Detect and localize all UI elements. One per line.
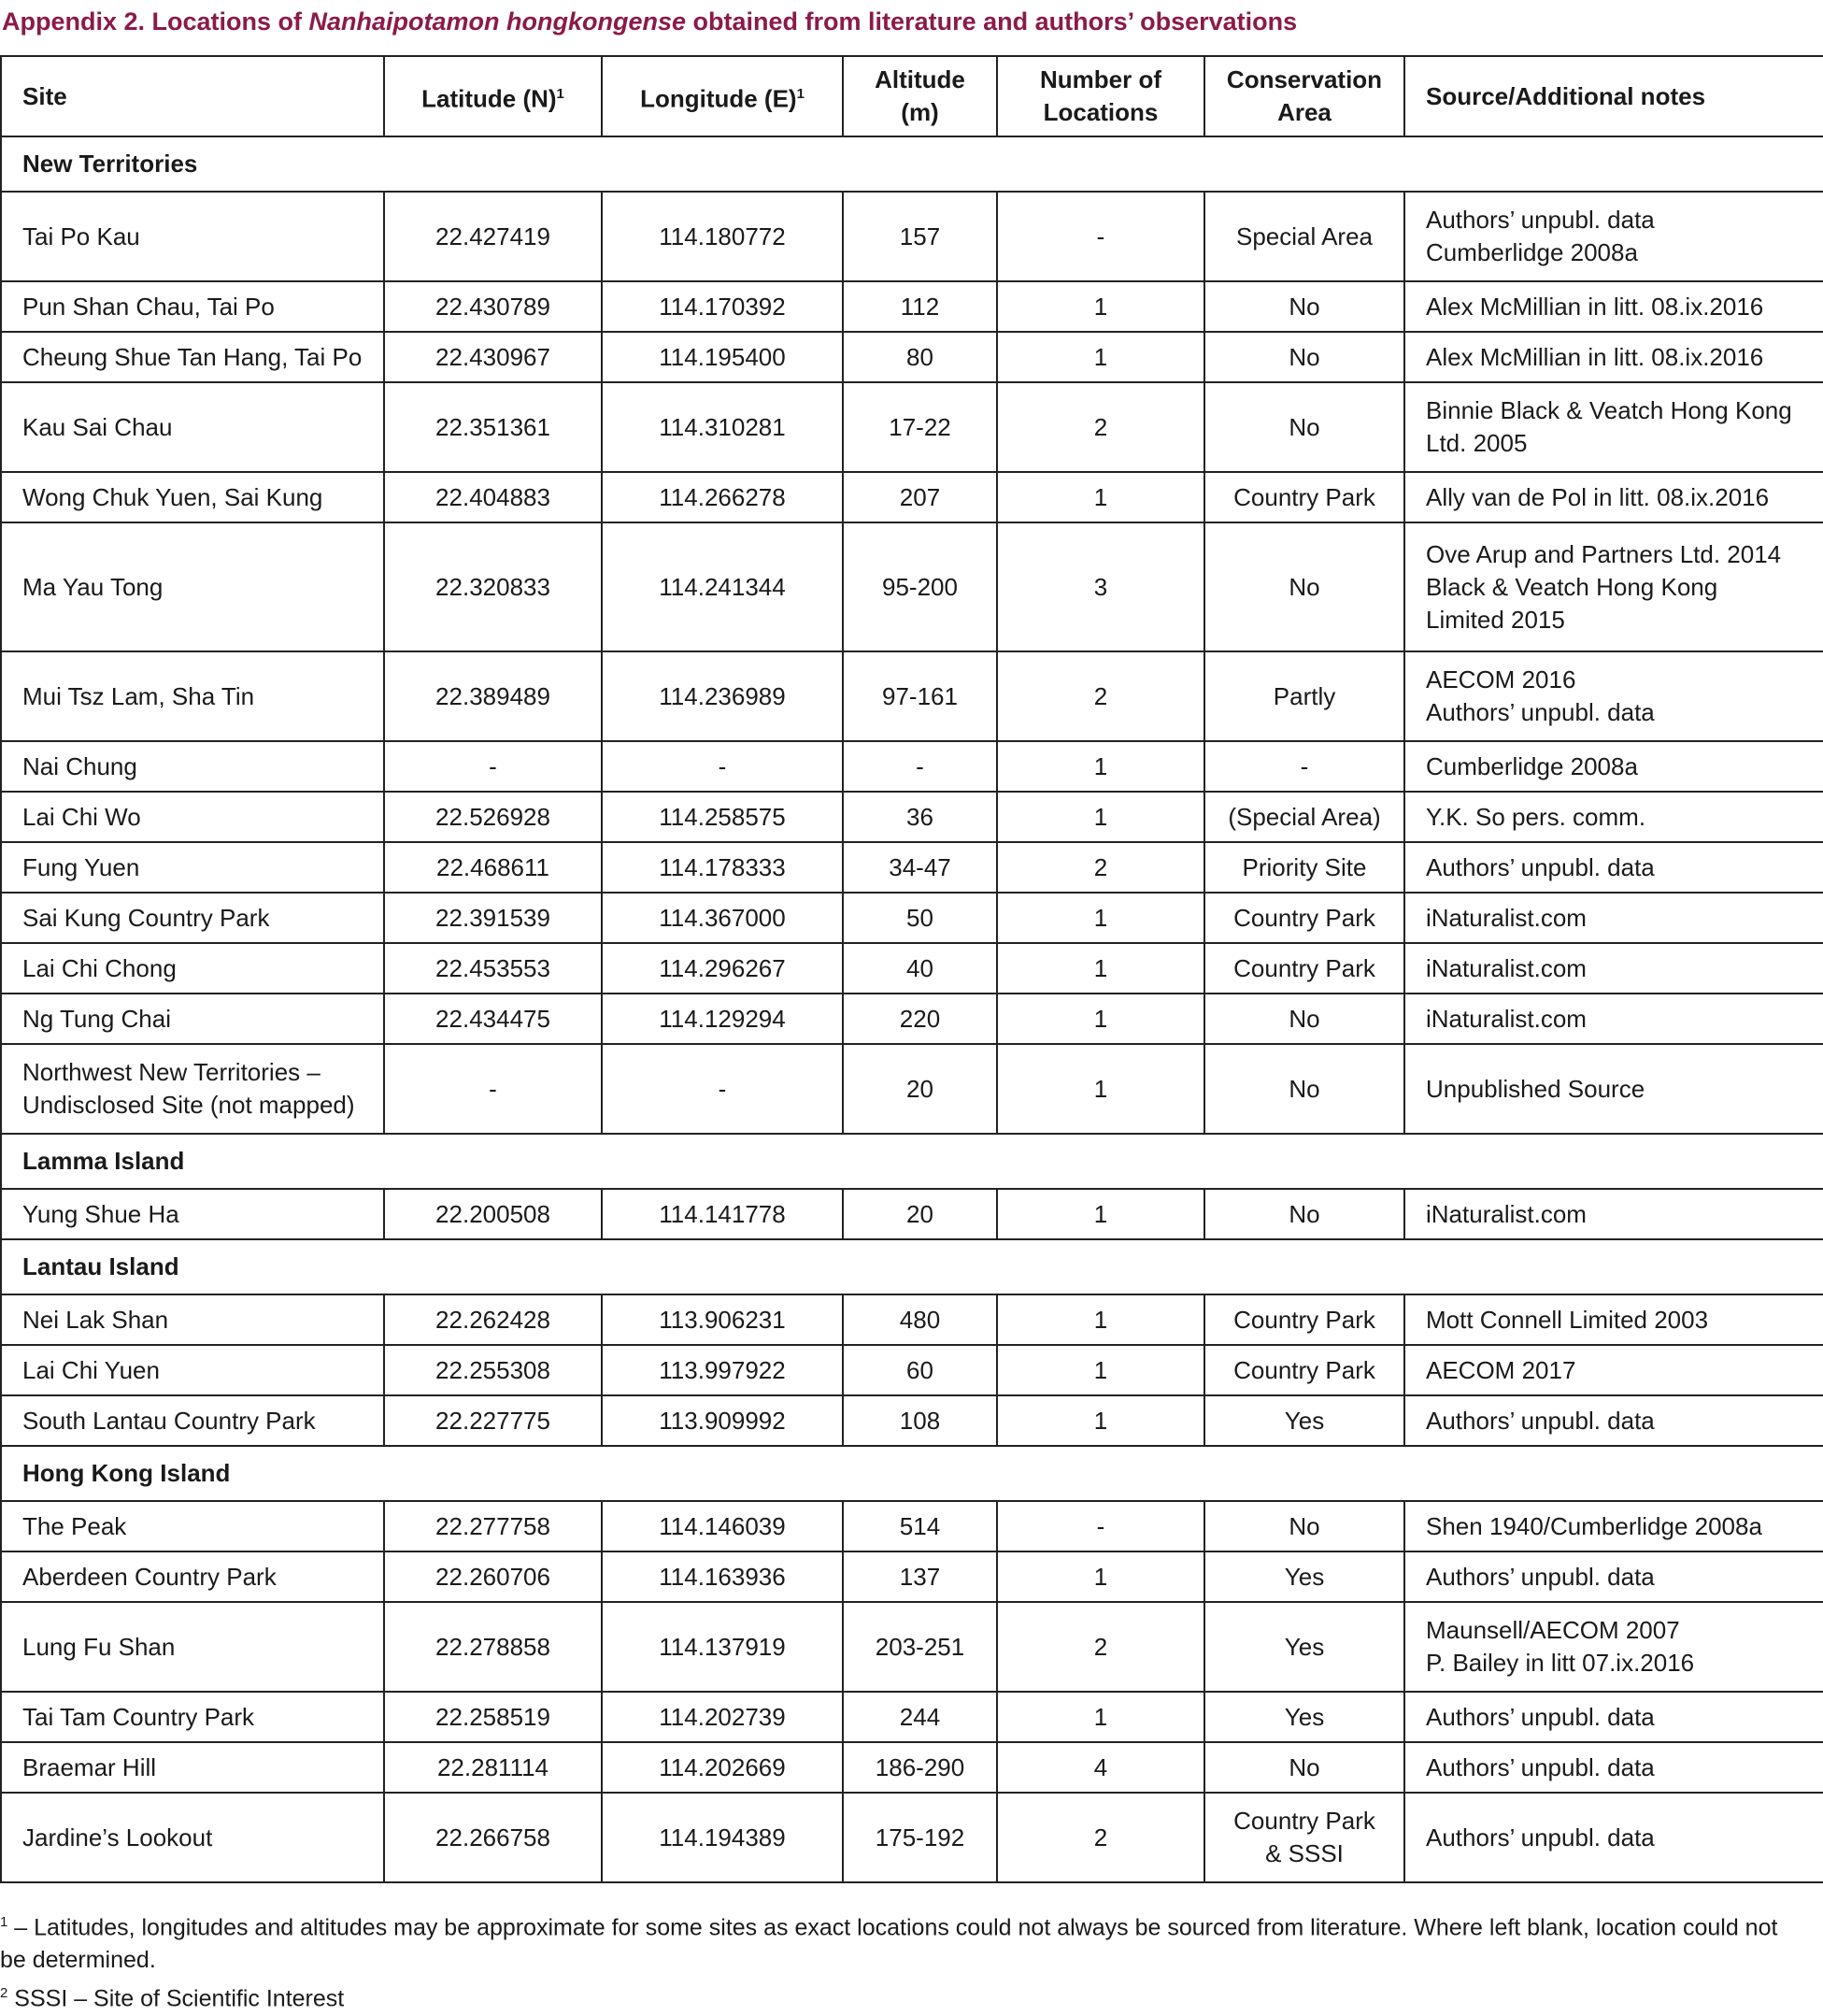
conservation-area-cell: Priority Site	[1204, 842, 1404, 893]
site-cell: Yung Shue Ha	[1, 1189, 384, 1239]
source-cell	[1404, 1602, 1823, 1692]
source-cell	[1404, 472, 1823, 522]
source-line: Shen 1940/Cumberlidge 2008a	[1426, 1511, 1762, 1540]
number-of-locations-cell: 1	[997, 472, 1204, 522]
source-line: Ove Arup and Partners Ltd. 2014	[1426, 539, 1782, 568]
site-cell: Ma Yau Tong	[1, 522, 384, 651]
site-cell: Nei Lak Shan	[1, 1294, 384, 1345]
table-row	[1, 522, 1823, 651]
header-longitude: Longitude $(E)^1$	[602, 56, 843, 136]
source-cell	[1404, 893, 1823, 943]
source-line: Ally van de Pol in litt. 08.ix.2016	[1426, 482, 1770, 511]
longitude-cell: 114.195400	[602, 332, 843, 382]
latitude-cell: 22.266758	[384, 1793, 602, 1882]
altitude-cell: 175-192	[843, 1793, 997, 1882]
conservation-area-cell: Yes	[1204, 1692, 1404, 1742]
table-row	[1, 994, 1823, 1044]
conservation-area-cell: Country Park & SSSI	[1204, 1793, 1404, 1882]
latitude-cell: 22.434475	[384, 994, 602, 1044]
conservation-area-cell: No	[1204, 522, 1404, 651]
altitude-cell: 20	[843, 1044, 997, 1134]
longitude-cell: 114.137919	[602, 1602, 843, 1692]
longitude-cell: 114.194389	[602, 1793, 843, 1882]
altitude-cell: 480	[843, 1294, 997, 1345]
number-of-locations-cell: 1	[997, 741, 1204, 792]
latitude-cell: 22.468611	[384, 842, 602, 893]
number-of-locations-cell: 1	[997, 792, 1204, 842]
site-cell: Lung Fu Shan	[1, 1602, 384, 1692]
site-cell: Tai Tam Country Park	[1, 1692, 384, 1742]
site-cell: Lai Chi Yuen	[1, 1345, 384, 1395]
number-of-locations-cell: 2	[997, 1602, 1204, 1692]
source-cell	[1404, 1294, 1823, 1345]
longitude-cell: 114.367000	[602, 893, 843, 943]
latitude-cell: 22.278858	[384, 1602, 602, 1692]
source-line: P. Bailey in litt 07.ix.2016	[1426, 1649, 1695, 1677]
longitude-cell: 114.178333	[602, 842, 843, 893]
region-row	[1, 1239, 1823, 1294]
number-of-locations-cell: 1	[997, 1692, 1204, 1742]
source-cell	[1404, 651, 1823, 741]
source-line: Mott Connell Limited 2003	[1426, 1305, 1709, 1334]
source-line: AECOM 2017	[1426, 1355, 1576, 1384]
number-of-locations-cell: 2	[997, 1793, 1204, 1882]
conservation-area-cell: Country Park	[1204, 893, 1404, 943]
source-cell	[1404, 1692, 1823, 1742]
header-altitude: Altitude (m)	[843, 56, 997, 136]
conservation-area-cell: Yes	[1204, 1395, 1404, 1446]
longitude-cell: -	[602, 741, 843, 792]
title-suffix: obtained from literature and authors’ observations	[686, 7, 1298, 36]
source-cell	[1404, 994, 1823, 1044]
altitude-cell: 17-22	[843, 382, 997, 472]
region-name: Hong Kong Island	[1, 1446, 1823, 1501]
source-line: Authors’ unpubl. data	[1426, 1406, 1655, 1435]
header-source: Source/Additional notes	[1404, 56, 1823, 136]
longitude-cell: 114.129294	[602, 994, 843, 1044]
table-row	[1, 192, 1823, 281]
site-cell: Wong Chuk Yuen, Sai Kung	[1, 472, 384, 522]
longitude-cell: 114.163936	[602, 1551, 843, 1602]
source-cell	[1404, 741, 1823, 792]
latitude-cell: 22.391539	[384, 893, 602, 943]
latitude-cell: 22.258519	[384, 1692, 602, 1742]
latitude-cell: 22.260706	[384, 1551, 602, 1602]
latitude-cell: 22.526928	[384, 792, 602, 842]
altitude-cell: 207	[843, 472, 997, 522]
conservation-area-cell: No	[1204, 332, 1404, 382]
table-row	[1, 792, 1823, 842]
altitude-cell: 97-161	[843, 651, 997, 741]
altitude-cell: 108	[843, 1395, 997, 1446]
altitude-cell: -	[843, 741, 997, 792]
longitude-cell: -	[602, 1044, 843, 1134]
conservation-area-cell: -	[1204, 741, 1404, 792]
source-cell	[1404, 522, 1823, 651]
source-line: Authors’ unpubl. data	[1426, 206, 1655, 234]
number-of-locations-cell: 1	[997, 332, 1204, 382]
site-cell: Jardine’s Lookout	[1, 1793, 384, 1882]
conservation-area-cell: Special Area	[1204, 192, 1404, 281]
conservation-area-cell: Country Park	[1204, 1294, 1404, 1345]
site-cell: Braemar Hill	[1, 1742, 384, 1793]
longitude-cell: 113.909992	[602, 1395, 843, 1446]
table-row	[1, 893, 1823, 943]
longitude-cell: 113.906231	[602, 1294, 843, 1345]
longitude-cell: 114.146039	[602, 1501, 843, 1551]
number-of-locations-cell: 1	[997, 1294, 1204, 1345]
altitude-cell: 50	[843, 893, 997, 943]
longitude-cell: 114.296267	[602, 943, 843, 994]
number-of-locations-cell: 1	[997, 281, 1204, 332]
source-cell	[1404, 192, 1823, 281]
source-line: Binnie Black & Veatch Hong Kong Ltd. 2005	[1426, 396, 1792, 457]
region-row	[1, 1446, 1823, 1501]
longitude-cell: 114.202669	[602, 1742, 843, 1793]
appendix-title	[2, 7, 1297, 36]
source-cell	[1404, 1044, 1823, 1134]
site-cell: Cheung Shue Tan Hang, Tai Po	[1, 332, 384, 382]
altitude-cell: 220	[843, 994, 997, 1044]
latitude-cell: -	[384, 741, 602, 792]
longitude-cell: 114.170392	[602, 281, 843, 332]
number-of-locations-cell: 1	[997, 994, 1204, 1044]
table-row	[1, 943, 1823, 994]
region-row	[1, 1134, 1823, 1189]
number-of-locations-cell: 2	[997, 382, 1204, 472]
number-of-locations-cell: 1	[997, 1551, 1204, 1602]
table-row	[1, 1044, 1823, 1134]
table-row	[1, 382, 1823, 472]
latitude-cell: 22.453553	[384, 943, 602, 994]
number-of-locations-cell: 1	[997, 893, 1204, 943]
conservation-area-cell: Yes	[1204, 1602, 1404, 1692]
footnotes	[0, 1906, 1794, 2016]
altitude-cell: 137	[843, 1551, 997, 1602]
latitude-cell: 22.430967	[384, 332, 602, 382]
table-row	[1, 1501, 1823, 1551]
source-line: Y.K. So pers. comm.	[1426, 802, 1646, 831]
conservation-area-cell: Country Park	[1204, 472, 1404, 522]
conservation-area-cell: No	[1204, 1742, 1404, 1793]
number-of-locations-cell: 4	[997, 1742, 1204, 1793]
altitude-cell: 244	[843, 1692, 997, 1742]
latitude-cell: 22.389489	[384, 651, 602, 741]
conservation-area-cell: Yes	[1204, 1551, 1404, 1602]
site-cell: Tai Po Kau	[1, 192, 384, 281]
source-cell	[1404, 1742, 1823, 1793]
footnote-2: $^2$ SSSI – Site of Scientific Interest	[0, 1985, 345, 2012]
longitude-cell: 114.241344	[602, 522, 843, 651]
latitude-cell: -	[384, 1044, 602, 1134]
site-cell: Sai Kung Country Park	[1, 893, 384, 943]
conservation-area-cell: Country Park	[1204, 943, 1404, 994]
region-name: Lamma Island	[1, 1134, 1823, 1189]
title-prefix: Appendix 2. Locations of	[2, 7, 309, 36]
latitude-cell: 22.262428	[384, 1294, 602, 1345]
region-name: Lantau Island	[1, 1239, 1823, 1294]
table-row	[1, 1793, 1823, 1882]
site-cell: Pun Shan Chau, Tai Po	[1, 281, 384, 332]
source-line: Authors’ unpubl. data	[1426, 698, 1655, 726]
number-of-locations-cell: 1	[997, 1345, 1204, 1395]
locations-table	[0, 55, 1823, 1883]
source-line: Authors’ unpubl. data	[1426, 1752, 1655, 1781]
site-cell: Northwest New Territories – Undisclosed Site (not mapped)	[1, 1044, 384, 1134]
number-of-locations-cell: -	[997, 192, 1204, 281]
source-cell	[1404, 1189, 1823, 1239]
site-cell: Ng Tung Chai	[1, 994, 384, 1044]
altitude-cell: 80	[843, 332, 997, 382]
source-line: iNaturalist.com	[1426, 1004, 1587, 1033]
conservation-area-cell: No	[1204, 1501, 1404, 1551]
conservation-area-cell: No	[1204, 1189, 1404, 1239]
altitude-cell: 203-251	[843, 1602, 997, 1692]
source-line: Cumberlidge 2008a	[1426, 751, 1638, 780]
longitude-cell: 114.266278	[602, 472, 843, 522]
number-of-locations-cell: 1	[997, 1395, 1204, 1446]
source-cell	[1404, 1345, 1823, 1395]
table-row	[1, 332, 1823, 382]
site-cell: South Lantau Country Park	[1, 1395, 384, 1446]
longitude-cell: 114.180772	[602, 192, 843, 281]
header-conservation-area: Conservation Area	[1204, 56, 1404, 136]
latitude-cell: 22.430789	[384, 281, 602, 332]
latitude-cell: 22.200508	[384, 1189, 602, 1239]
longitude-cell: 114.141778	[602, 1189, 843, 1239]
source-line: iNaturalist.com	[1426, 903, 1587, 932]
conservation-area-cell: Country Park	[1204, 1345, 1404, 1395]
altitude-cell: 514	[843, 1501, 997, 1551]
site-cell: Mui Tsz Lam, Sha Tin	[1, 651, 384, 741]
number-of-locations-cell: 2	[997, 651, 1204, 741]
longitude-cell: 113.997922	[602, 1345, 843, 1395]
source-line: Black & Veatch Hong Kong Limited 2015	[1426, 572, 1718, 634]
conservation-area-cell: No	[1204, 1044, 1404, 1134]
site-cell: Aberdeen Country Park	[1, 1551, 384, 1602]
altitude-cell: 112	[843, 281, 997, 332]
altitude-cell: 95-200	[843, 522, 997, 651]
source-cell	[1404, 1501, 1823, 1551]
altitude-cell: 34-47	[843, 842, 997, 893]
table-row	[1, 472, 1823, 522]
latitude-cell: 22.404883	[384, 472, 602, 522]
latitude-cell: 22.277758	[384, 1501, 602, 1551]
number-of-locations-cell: 1	[997, 1189, 1204, 1239]
table-row	[1, 1692, 1823, 1742]
altitude-cell: 60	[843, 1345, 997, 1395]
latitude-cell: 22.320833	[384, 522, 602, 651]
source-line: Cumberlidge 2008a	[1426, 238, 1638, 266]
altitude-cell: 20	[843, 1189, 997, 1239]
number-of-locations-cell: 3	[997, 522, 1204, 651]
source-line: iNaturalist.com	[1426, 953, 1587, 982]
latitude-cell: 22.427419	[384, 192, 602, 281]
table-row	[1, 281, 1823, 332]
source-cell	[1404, 382, 1823, 472]
title-species: Nanhaipotamon hongkongense	[308, 7, 687, 36]
site-cell: Nai Chung	[1, 741, 384, 792]
source-line: Alex McMillian in litt. 08.ix.2016	[1426, 292, 1764, 321]
table-row	[1, 651, 1823, 741]
table-row	[1, 1395, 1823, 1446]
source-line: Authors’ unpubl. data	[1426, 1562, 1655, 1591]
source-cell	[1404, 281, 1823, 332]
footnote-mark: 1	[556, 85, 564, 102]
table-row	[1, 842, 1823, 893]
table-row	[1, 1294, 1823, 1345]
source-cell	[1404, 1793, 1823, 1882]
table-row	[1, 1189, 1823, 1239]
header-number-of-locations: Number of Locations	[997, 56, 1204, 136]
site-cell: Kau Sai Chau	[1, 382, 384, 472]
number-of-locations-cell: 1	[997, 1044, 1204, 1134]
altitude-cell: 186-290	[843, 1742, 997, 1793]
site-cell: Lai Chi Chong	[1, 943, 384, 994]
latitude-cell: 22.351361	[384, 382, 602, 472]
longitude-cell: 114.202739	[602, 1692, 843, 1742]
source-cell	[1404, 792, 1823, 842]
source-cell	[1404, 1551, 1823, 1602]
region-name: New Territories	[1, 136, 1823, 192]
conservation-area-cell: No	[1204, 994, 1404, 1044]
conservation-area-cell: No	[1204, 382, 1404, 472]
table-row	[1, 1345, 1823, 1395]
source-line: Authors’ unpubl. data	[1426, 852, 1655, 881]
source-cell	[1404, 943, 1823, 994]
source-line: Authors’ unpubl. data	[1426, 1702, 1655, 1731]
number-of-locations-cell: 1	[997, 943, 1204, 994]
latitude-cell: 22.255308	[384, 1345, 602, 1395]
source-line: Alex McMillian in litt. 08.ix.2016	[1426, 342, 1764, 371]
conservation-area-cell: Partly	[1204, 651, 1404, 741]
latitude-cell: 22.227775	[384, 1395, 602, 1446]
table-row	[1, 741, 1823, 792]
source-line: AECOM 2016	[1426, 665, 1576, 693]
site-cell: Fung Yuen	[1, 842, 384, 893]
conservation-area-cell: No	[1204, 281, 1404, 332]
table-row	[1, 1551, 1823, 1602]
site-cell: The Peak	[1, 1501, 384, 1551]
longitude-cell: 114.310281	[602, 382, 843, 472]
header-latitude: Latitude $(N)^1$	[384, 56, 602, 136]
number-of-locations-cell: 2	[997, 842, 1204, 893]
header-site: Site	[1, 56, 384, 136]
site-cell: Lai Chi Wo	[1, 792, 384, 842]
footnote-mark: 1	[796, 85, 805, 102]
latitude-cell: 22.281114	[384, 1742, 602, 1793]
footnote-1: $^1$ – Latitudes, longitudes and altitudes may be approximate for some sites as exact locations could not always be sourced from literature. Where left blank, location could not be determined.	[0, 1914, 1778, 1974]
conservation-area-cell: (Special Area)	[1204, 792, 1404, 842]
altitude-cell: 40	[843, 943, 997, 994]
source-cell	[1404, 1395, 1823, 1446]
number-of-locations-cell: -	[997, 1501, 1204, 1551]
altitude-cell: 36	[843, 792, 997, 842]
source-line: Unpublished Source	[1426, 1074, 1645, 1103]
table-header-row	[1, 56, 1823, 136]
longitude-cell: 114.258575	[602, 792, 843, 842]
source-line: iNaturalist.com	[1426, 1199, 1587, 1228]
source-cell	[1404, 332, 1823, 382]
source-cell	[1404, 842, 1823, 893]
region-row	[1, 136, 1823, 192]
altitude-cell: 157	[843, 192, 997, 281]
longitude-cell: 114.236989	[602, 651, 843, 741]
source-line: Maunsell/AECOM 2007	[1426, 1616, 1680, 1644]
source-line: Authors’ unpubl. data	[1426, 1823, 1655, 1852]
table-row	[1, 1602, 1823, 1692]
table-row	[1, 1742, 1823, 1793]
